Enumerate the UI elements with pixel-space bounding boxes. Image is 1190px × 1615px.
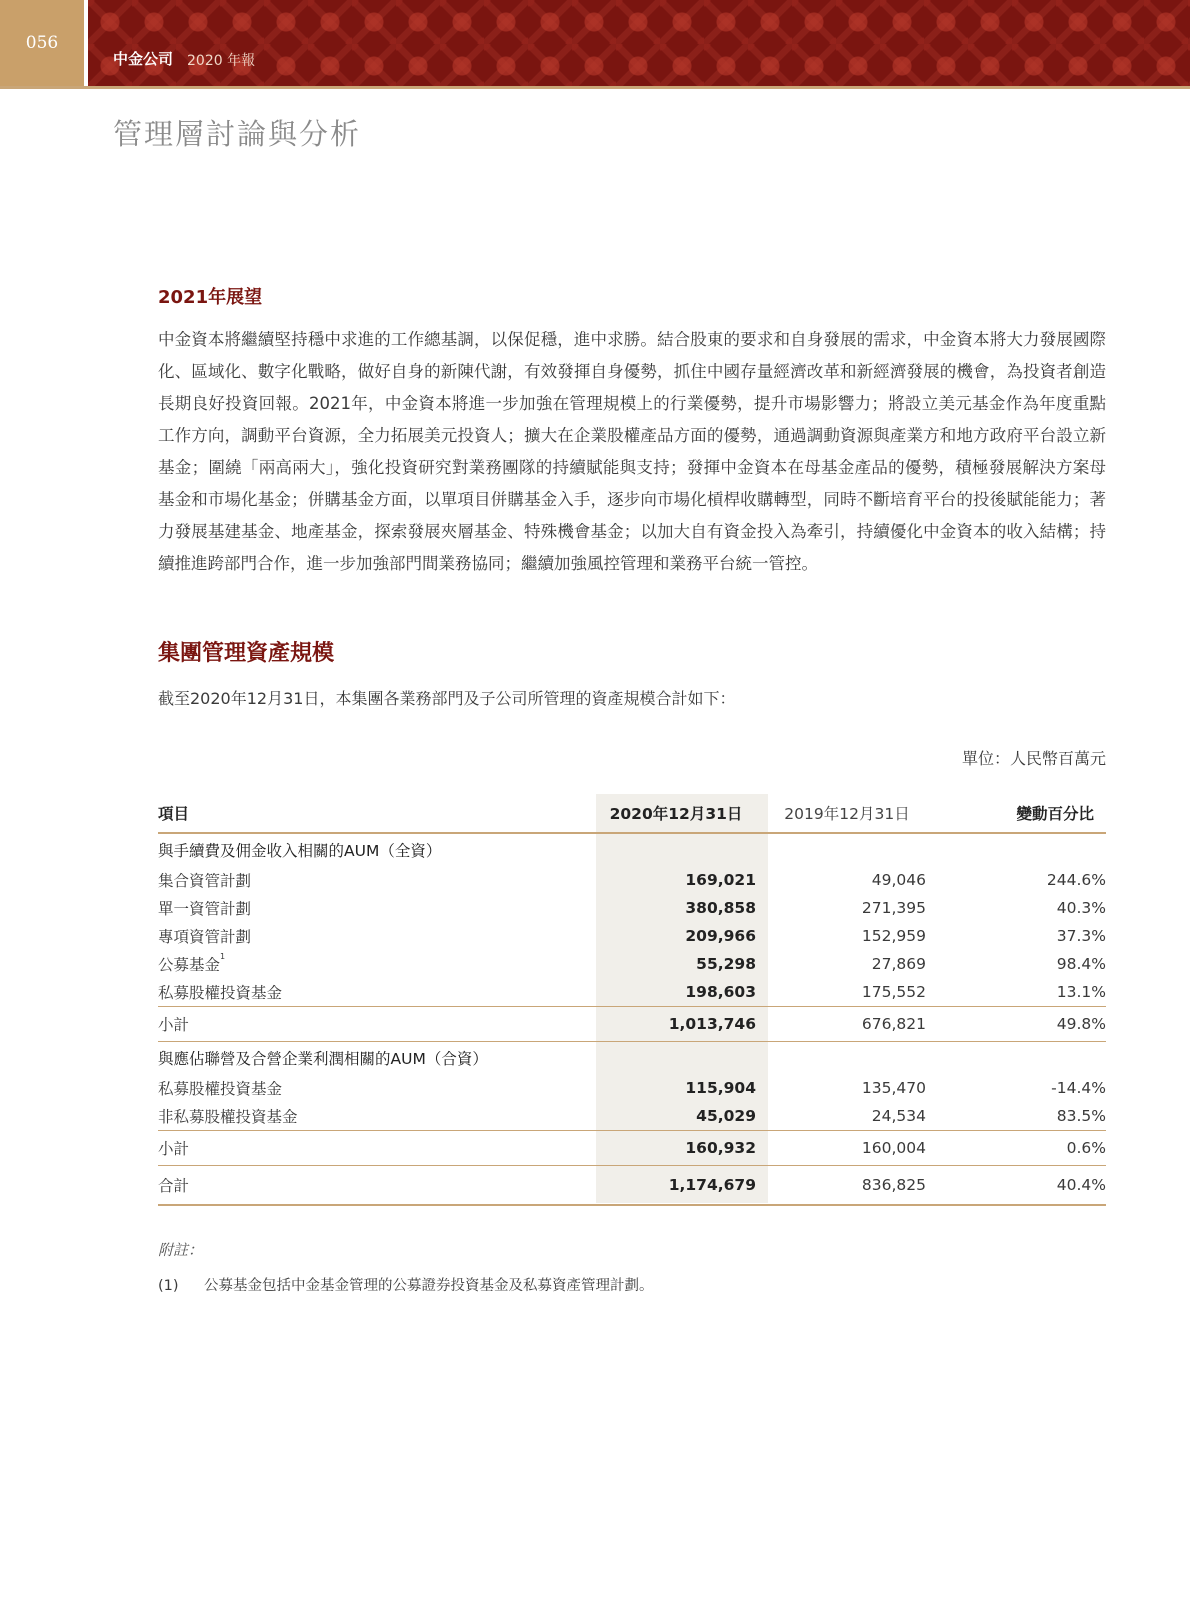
row-name: 小計 xyxy=(158,1007,596,1042)
header-2019: 2019年12月31日 xyxy=(768,794,938,833)
row-name: 私募股權投資基金 xyxy=(158,984,283,1002)
group-title: 與應佔聯營及合營企業利潤相關的AUM（合資） xyxy=(158,1050,488,1068)
value-2020: 115,904 xyxy=(685,1079,756,1097)
table-row xyxy=(158,1102,1106,1131)
value-2020: 198,603 xyxy=(685,983,756,1001)
aum-intro: 截至2020年12月31日，本集團各業務部門及子公司所管理的資產規模合計如下： xyxy=(158,689,736,708)
value-2020: 1,013,746 xyxy=(596,1007,768,1042)
value-change: 98.4% xyxy=(1056,955,1106,973)
value-change: 83.5% xyxy=(1056,1107,1106,1125)
header-banner xyxy=(0,0,1190,86)
value-2019: 160,004 xyxy=(768,1131,938,1166)
chapter-title: 管理層討論與分析 xyxy=(113,117,362,151)
value-change: -14.4% xyxy=(1051,1079,1106,1097)
value-change: 0.6% xyxy=(938,1131,1106,1166)
row-name: 小計 xyxy=(158,1131,596,1166)
value-2019: 135,470 xyxy=(861,1079,926,1097)
group-title-row xyxy=(158,833,1106,866)
value-2019: 175,552 xyxy=(861,983,926,1001)
value-2020: 45,029 xyxy=(696,1107,756,1125)
aum-table-wrap xyxy=(158,794,1106,1206)
aum-heading: 集團管理資產規模 xyxy=(158,641,335,666)
value-2019: 49,046 xyxy=(871,871,926,889)
subtotal-row xyxy=(158,1007,1106,1042)
brand-name: 中金公司 xyxy=(113,50,174,68)
value-2020: 169,021 xyxy=(685,871,756,889)
row-name: 合計 xyxy=(158,1166,596,1206)
table-row xyxy=(158,866,1106,894)
value-change: 37.3% xyxy=(1056,927,1106,945)
table-row xyxy=(158,922,1106,950)
group-title: 與手續費及佣金收入相關的AUM（全資） xyxy=(158,842,442,860)
value-2019: 676,821 xyxy=(768,1007,938,1042)
value-change: 13.1% xyxy=(1056,983,1106,1001)
page-number-box xyxy=(0,0,88,86)
row-name: 私募股權投資基金 xyxy=(158,1080,283,1098)
header-rule xyxy=(0,86,1190,89)
header-2020: 2020年12月31日 xyxy=(596,794,768,833)
page-number: 056 xyxy=(25,33,59,53)
table-row xyxy=(158,978,1106,1007)
value-2019: 27,869 xyxy=(871,955,926,973)
note-mark: (1) xyxy=(158,1278,179,1294)
value-2019: 152,959 xyxy=(861,927,926,945)
row-name: 單一資管計劃 xyxy=(158,900,252,918)
value-2019: 24,534 xyxy=(871,1107,926,1125)
value-2020: 160,932 xyxy=(596,1131,768,1166)
value-2020: 380,858 xyxy=(685,899,756,917)
value-change: 244.6% xyxy=(1046,871,1106,889)
value-2019: 271,395 xyxy=(861,899,926,917)
table-row xyxy=(158,950,1106,978)
row-name: 非私募股權投資基金 xyxy=(158,1108,298,1126)
note-text: 公募基金包括中金基金管理的公募證券投資基金及私募資產管理計劃。 xyxy=(204,1278,654,1294)
row-name: 專項資管計劃 xyxy=(158,928,252,946)
value-2020: 1,174,679 xyxy=(596,1166,768,1206)
report-year: 2020 年報 xyxy=(187,53,256,69)
outlook-paragraph: 中金資本將繼續堅持穩中求進的工作總基調，以保促穩，進中求勝。結合股東的要求和自身發展的需求，中金資本將大力發展國際化、區域化、數字化戰略，做好自身的新陳代謝，有效發揮自身優勢，抓住中國存量經濟改革和新經濟發展的機會，為投資者創造長期良好投資回報。2021年，中金資本將進一步加強在管理規模上的行業優勢，提升市場影響力；將設立美元基金作為年度重點工作方向，調動平台資源，全力拓展美元投資人；擴大在企業股權產品方面的優勢，通過調動資源與產業方和地方政府平台設立新基金；圍繞「兩高兩大」，強化投資研究對業務團隊的持續賦能與支持；發揮中金資本在母基金產品的優勢，積極發展解決方案母基金和市場化基金；併購基金方面，以單項目併購基金入手，逐步向市場化槓桿收購轉型，同時不斷培育平台的投後賦能能力；著力發展基建基金、地產基金，探索發展夾層基金、特殊機會基金；以加大自有資金投入為牽引，持續優化中金資本的收入結構；持續推進跨部門合作，進一步加強部門間業務協同；繼續加強風控管理和業務平台統一管控。 xyxy=(158,330,1106,573)
outlook-heading: 2021年展望 xyxy=(158,287,263,308)
subtotal-row xyxy=(158,1131,1106,1166)
notes-title: 附註： xyxy=(158,1241,204,1259)
unit-label: 單位：人民幣百萬元 xyxy=(961,749,1106,768)
group-title-row xyxy=(158,1042,1106,1075)
row-name-cell xyxy=(158,950,596,978)
aum-table xyxy=(158,794,1106,1206)
table-row xyxy=(158,894,1106,922)
value-2020: 55,298 xyxy=(696,955,756,973)
note-item xyxy=(158,1274,654,1295)
table-row xyxy=(158,1074,1106,1102)
total-row xyxy=(158,1166,1106,1206)
table-header-row xyxy=(158,794,1106,833)
value-2019: 836,825 xyxy=(768,1166,938,1206)
header-item: 項目 xyxy=(158,794,596,833)
value-2020: 209,966 xyxy=(685,927,756,945)
row-name: 集合資管計劃 xyxy=(158,872,252,890)
footnote-marker: 1 xyxy=(220,952,226,961)
row-name: 公募基金 xyxy=(158,956,221,974)
header-change: 變動百分比 xyxy=(938,794,1106,833)
value-change: 49.8% xyxy=(938,1007,1106,1042)
value-change: 40.3% xyxy=(1056,899,1106,917)
value-change: 40.4% xyxy=(938,1166,1106,1206)
